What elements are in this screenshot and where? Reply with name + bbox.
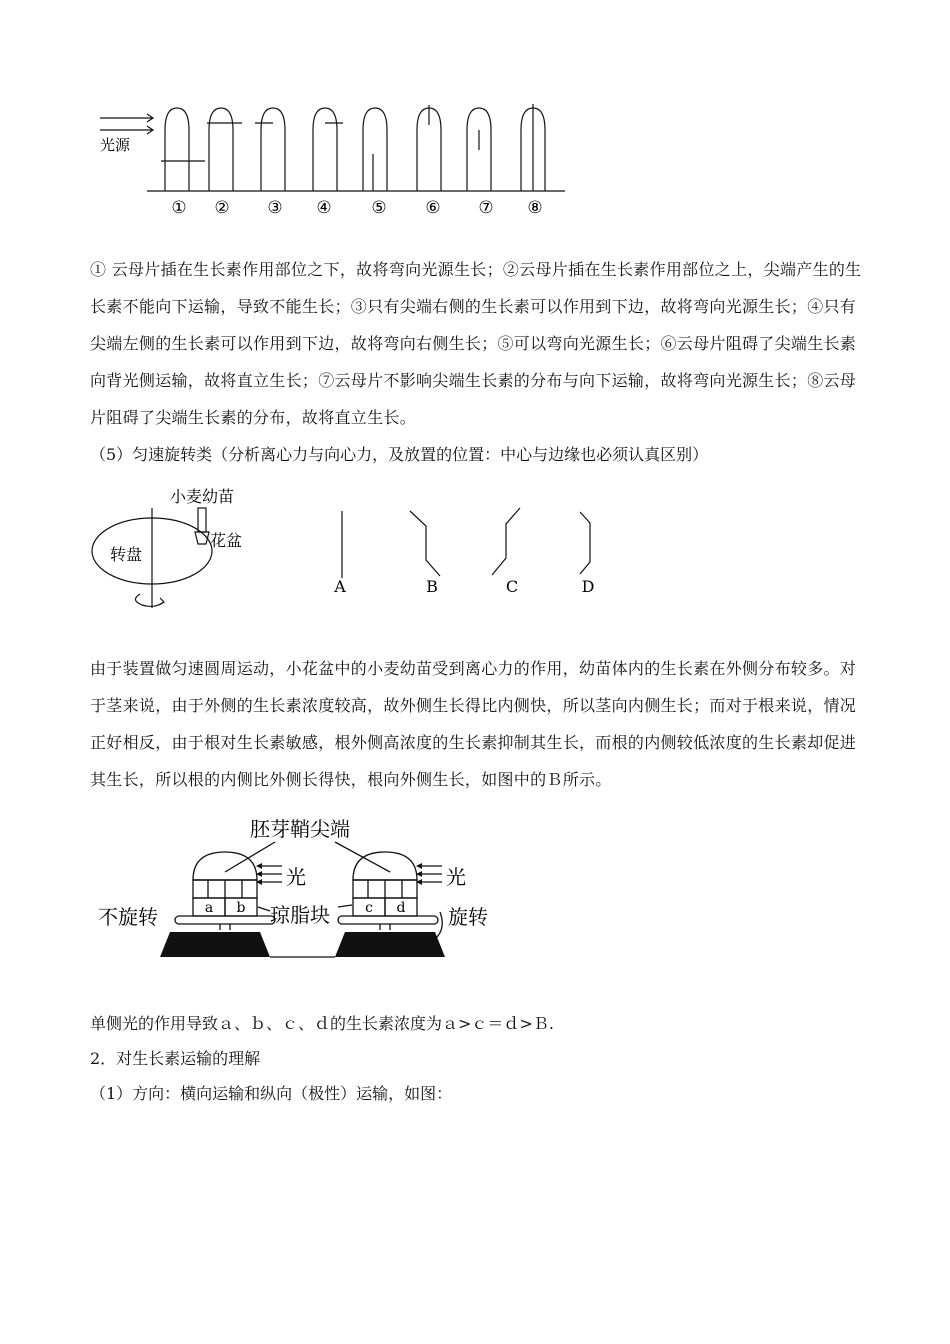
block-letter: a bbox=[204, 900, 214, 916]
turntable-label: 转盘 bbox=[110, 545, 143, 564]
coleoptile-4 bbox=[313, 108, 337, 191]
option-label: A bbox=[334, 577, 346, 596]
light-label: 光 bbox=[286, 865, 306, 889]
coleoptile-1 bbox=[165, 108, 189, 191]
plate-left bbox=[175, 916, 275, 924]
option-d-shape bbox=[580, 512, 590, 574]
direction-heading: （1）方向：横向运输和纵向（极性）运输，如图： bbox=[90, 1084, 453, 1103]
base-right bbox=[335, 932, 445, 957]
option-label: C bbox=[505, 577, 519, 596]
section-heading-rotation: （5）匀速旋转类（分析离心力与向心力，及放置的位置：中心与边缘也必须认真区别） bbox=[90, 445, 709, 464]
pot-label: 花盆 bbox=[210, 531, 243, 550]
figure-number: ⑧ bbox=[527, 198, 543, 218]
light-label: 光 bbox=[446, 865, 466, 889]
concentration-result: 单侧光的作用导致ａ、ｂ、ｃ、ｄ的生长素浓度为ａ>ｃ＝ｄ>Ｂ. bbox=[90, 1014, 554, 1033]
coleoptile-tip-right bbox=[353, 852, 417, 880]
seedling-label: 小麦幼苗 bbox=[170, 487, 235, 506]
option-label: D bbox=[581, 577, 595, 596]
flower-pot bbox=[195, 532, 209, 544]
figure-number: ⑥ bbox=[425, 198, 441, 218]
coleoptile-5 bbox=[363, 108, 387, 191]
block-letter: b bbox=[236, 900, 246, 916]
section-heading-transport: 2．对生长素运输的理解 bbox=[90, 1049, 261, 1068]
option-c-shape bbox=[492, 508, 520, 575]
option-label: B bbox=[426, 577, 438, 596]
block-letter: c bbox=[365, 900, 373, 916]
figure-number: ① bbox=[171, 198, 187, 218]
no-rotation-label: 不旋转 bbox=[98, 905, 158, 929]
coleoptile-3 bbox=[261, 108, 285, 191]
explanation-paragraph-1: ① 云母片插在生长素作用部位之下，故将弯向光源生长；②云母片插在生长素作用部位之上，尖端产生的生长素不能向下运输，导致不能生长；③只有尖端右侧的生长素可以作用到下边，故将弯向光源生长；④只有尖端左侧的生长素可以作用到下边，故将弯向右侧生长；⑤可以弯向光源生长；⑥云母片阻碍了尖端生长素向背光侧运输，故将直立生长；⑦云母片不影响尖端生长素的分布与向下运输，故将弯向光源生长；⑧云母片阻碍了尖端生长素的分布，故将直立生长。 bbox=[90, 260, 862, 427]
seedling bbox=[198, 508, 206, 532]
rotation-arrow bbox=[436, 912, 442, 938]
rotation-label: 旋转 bbox=[448, 905, 488, 929]
figure-number: ⑦ bbox=[478, 198, 494, 218]
figure-number: ③ bbox=[267, 198, 283, 218]
agar-block-label: 琼脂块 bbox=[270, 903, 330, 927]
plate-right bbox=[338, 916, 438, 924]
coleoptile-2 bbox=[209, 108, 233, 191]
explanation-paragraph-2: 由于装置做匀速圆周运动，小花盆中的小麦幼苗受到离心力的作用，幼苗体内的生长素在外侧分布较多。对于茎来说，由于外侧的生长素浓度较高，故外侧生长得比内侧快，所以茎向内侧生长；而对于根来说，情况正好相反，由于根对生长素敏感，根外侧高浓度的生长素抑制其生长，而根的内侧较低浓度的生长素却促进其生长，所以根的内侧比外侧长得快，根向外侧生长，如图中的Ｂ所示。 bbox=[90, 659, 857, 789]
light-source-label: 光源 bbox=[100, 136, 131, 154]
figure-turntable bbox=[90, 478, 610, 613]
figure-mica-experiment bbox=[95, 100, 575, 225]
figure-number: ② bbox=[214, 198, 230, 218]
base-left bbox=[160, 932, 270, 957]
option-b-shape bbox=[410, 511, 440, 576]
coleoptile-tip-label: 胚芽鞘尖端 bbox=[250, 817, 350, 841]
block-letter: d bbox=[396, 900, 406, 916]
coleoptile-tip-left bbox=[193, 852, 257, 880]
figure-number: ④ bbox=[316, 198, 332, 218]
figure-number: ⑤ bbox=[371, 198, 387, 218]
figure-agar-blocks bbox=[90, 812, 510, 967]
